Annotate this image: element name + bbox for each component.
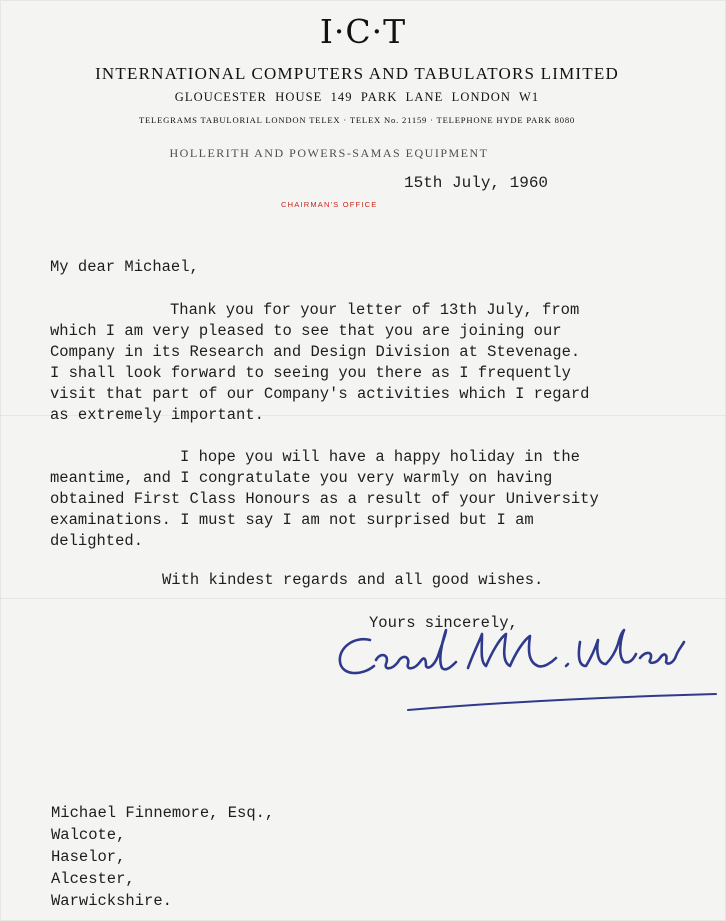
paragraph-line: obtained First Class Honours as a result of your University bbox=[50, 490, 599, 508]
signature-stroke bbox=[376, 630, 456, 669]
paragraph-line: Company in its Research and Design Division at Stevenage. bbox=[50, 343, 581, 361]
paragraph-line: I shall look forward to seeing you there as I frequently bbox=[50, 364, 571, 382]
recipient-line: Haselor, bbox=[51, 848, 126, 866]
paragraph-line: delighted. bbox=[50, 532, 144, 550]
company-name: INTERNATIONAL COMPUTERS AND TABULATORS LIMITED bbox=[95, 64, 619, 83]
recipient-line: Walcote, bbox=[51, 826, 126, 844]
company-address: GLOUCESTER HOUSE 149 PARK LANE LONDON W1 bbox=[174, 90, 540, 104]
paragraph-line: Thank you for your letter of 13th July, from bbox=[170, 301, 580, 319]
recipient-line: Warwickshire. bbox=[51, 892, 172, 910]
recipient-line: Michael Finnemore, Esq., bbox=[51, 804, 275, 822]
chairmans-office-label: CHAIRMAN'S OFFICE bbox=[281, 200, 378, 209]
handwritten-signature bbox=[330, 622, 720, 718]
telegram-telex-telephone: TELEGRAMS TABULORIAL LONDON TELEX · TELEX No. 21159 · TELEPHONE HYDE PARK 8080 bbox=[138, 115, 576, 125]
closing-line: With kindest regards and all good wishes. bbox=[162, 571, 544, 589]
salutation: My dear Michael, bbox=[50, 258, 199, 276]
letter-date: 15th July, 1960 bbox=[404, 174, 549, 192]
paragraph-line: as extremely important. bbox=[50, 406, 264, 424]
signature-stroke bbox=[566, 664, 568, 666]
paragraph-line: visit that part of our Company's activities which I regard bbox=[50, 385, 590, 403]
paragraph-line: meantime, and I congratulate you very warmly on having bbox=[50, 469, 553, 487]
signature-stroke bbox=[640, 642, 684, 664]
sign-off: Yours sincerely, bbox=[369, 614, 518, 632]
equipment-line: HOLLERITH AND POWERS-SAMAS EQUIPMENT bbox=[169, 146, 489, 160]
company-logo: I·C·T bbox=[319, 12, 407, 51]
signature-underline bbox=[408, 694, 716, 710]
signature-stroke bbox=[340, 639, 374, 673]
paragraph-line: which I am very pleased to see that you are joining our bbox=[50, 322, 562, 340]
recipient-line: Alcester, bbox=[51, 870, 135, 888]
signature-stroke bbox=[579, 630, 636, 666]
paragraph-line: examinations. I must say I am not surprised but I am bbox=[50, 511, 534, 529]
signature-stroke bbox=[468, 634, 556, 668]
paragraph-line: I hope you will have a happy holiday in the bbox=[180, 448, 580, 466]
